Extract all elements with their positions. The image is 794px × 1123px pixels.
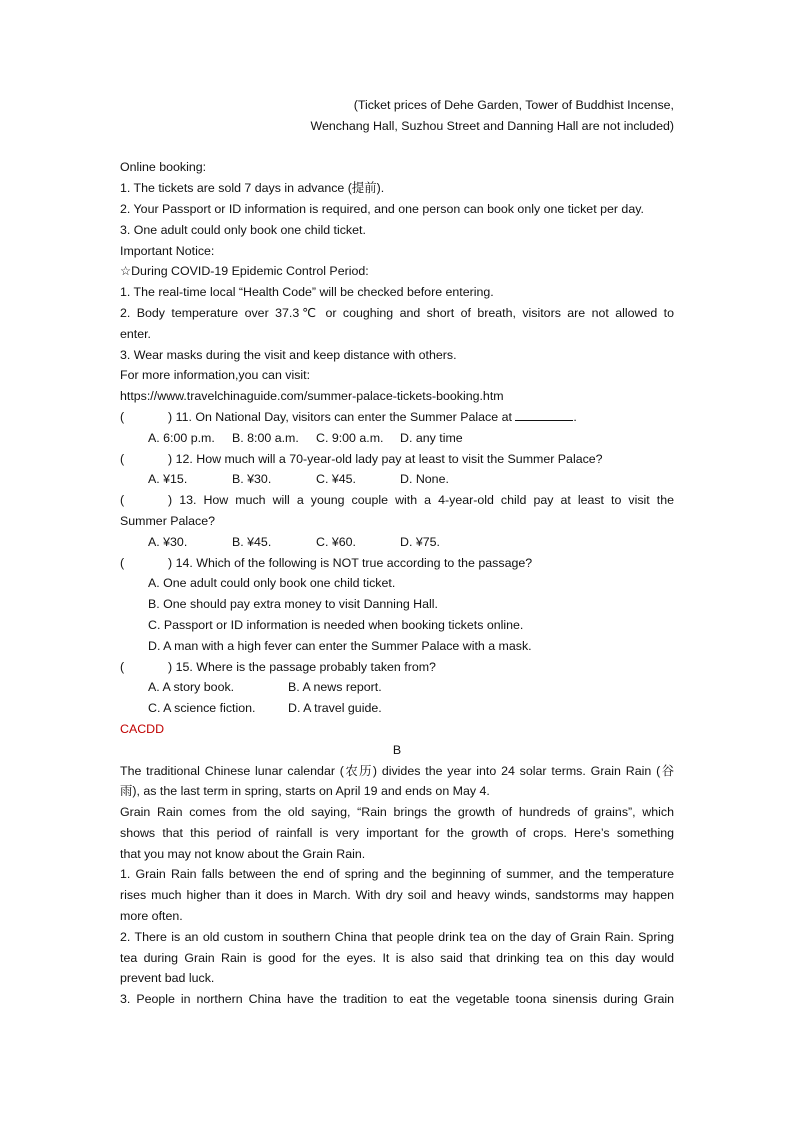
more-info-label: For more information,you can visit: <box>120 368 311 383</box>
question-15-text: 15. Where is the passage probably taken from? <box>175 659 436 674</box>
answer-paren: ( <box>120 493 125 508</box>
answer-paren: ( <box>120 555 125 570</box>
question-11-options <box>120 428 674 449</box>
section-b-line-1: The traditional Chinese lunar calendar (农历) divides the year into 24 solar terms. Grain Rain (谷 <box>120 763 674 778</box>
question-14-option-c: C. Passport or ID information is needed when booking tickets online. <box>148 617 524 632</box>
notice-item-1: 1. The real-time local “Health Code” will be checked before entering. <box>120 285 494 300</box>
section-b-line-8: more often. <box>120 909 183 924</box>
section-b-line-11: prevent bad luck. <box>120 971 215 986</box>
question-14-option-b: B. One should pay extra money to visit Danning Hall. <box>148 597 438 612</box>
option-c: C. ¥60. <box>316 534 356 549</box>
option-d: D. A travel guide. <box>288 701 382 716</box>
section-b-line-4: shows that this period of rainfall is very important for the growth of crops. Here’s something <box>120 825 674 840</box>
option-b: B. ¥30. <box>232 472 272 487</box>
booking-item-1: 1. The tickets are sold 7 days in advance (提前). <box>120 181 385 196</box>
question-14-option-d: D. A man with a high fever can enter the Summer Palace with a mask. <box>148 638 532 653</box>
section-b-line-7: rises much higher than it does in March. With dry soil and heavy winds, sandstorms may happen <box>120 888 674 903</box>
answer-blank <box>515 408 573 421</box>
notice-item-2-line-1: 2. Body temperature over 37.3℃ or coughing and short of breath, visitors are not allowed to <box>120 305 674 320</box>
notice-title: Important Notice: <box>120 243 215 258</box>
question-12: ( ) 12. How much will a 70-year-old lady pay at least to visit the Summer Palace? <box>120 449 674 470</box>
booking-item-3: 3. One adult could only book one child ticket. <box>120 222 366 237</box>
answer-key: CACDD <box>120 721 165 736</box>
option-b: B. A news report. <box>288 680 382 695</box>
question-13: ( ) 13. How much will a young couple with a 4-year-old child pay at least to visit the <box>120 490 674 511</box>
notice-period: ☆During COVID-19 Epidemic Control Period: <box>120 264 369 279</box>
section-b-label: B <box>392 742 402 757</box>
option-b: B. 8:00 a.m. <box>232 430 299 445</box>
option-a: A. ¥15. <box>148 472 188 487</box>
question-13-text-line-2: Summer Palace? <box>120 513 216 528</box>
question-15: ( ) 15. Where is the passage probably taken from? <box>120 657 674 678</box>
spacer <box>120 137 674 158</box>
section-b-line-6: 1. Grain Rain falls between the end of spring and the beginning of summer, and the temperature <box>120 867 674 882</box>
booking-item-2: 2. Your Passport or ID information is required, and one person can book only one ticket per day. <box>120 201 644 216</box>
option-a: A. 6:00 p.m. <box>148 430 215 445</box>
notice-item-2-line-2: enter. <box>120 326 152 341</box>
section-b-line-2: 雨), as the last term in spring, starts on April 19 and ends on May 4. <box>120 784 490 799</box>
notice-item-3: 3. Wear masks during the visit and keep distance with others. <box>120 347 457 362</box>
option-c: C. ¥45. <box>316 472 356 487</box>
section-b-line-10: tea during Grain Rain is good for the eyes. It is also said that drinking tea on this day would <box>120 950 674 965</box>
ticket-note-line-1: (Ticket prices of Dehe Garden, Tower of Buddhist Incense, <box>353 98 674 112</box>
ticket-note-line-2: Wenchang Hall, Suzhou Street and Danning Hall are not included) <box>310 118 674 133</box>
question-12-options <box>120 469 674 490</box>
option-d: D. ¥75. <box>400 534 440 549</box>
option-a: A. ¥30. <box>148 534 188 549</box>
question-14: ( ) 14. Which of the following is NOT true according to the passage? <box>120 553 674 574</box>
question-14-text: 14. Which of the following is NOT true according to the passage? <box>175 555 533 570</box>
section-b-line-5: that you may not know about the Grain Rain. <box>120 846 366 861</box>
option-c: C. A science fiction. <box>148 701 256 716</box>
option-c: C. 9:00 a.m. <box>316 430 384 445</box>
document-content <box>120 95 674 1010</box>
question-11: ( ) 11. On National Day, visitors can enter the Summer Palace at . <box>120 407 674 428</box>
answer-paren: ( <box>120 451 125 466</box>
option-a: A. A story book. <box>148 680 235 695</box>
booking-title: Online booking: <box>120 160 207 175</box>
section-b-line-12: 3. People in northern China have the tradition to eat the vegetable toona sinensis during Grain <box>120 992 674 1007</box>
section-b-line-3: Grain Rain comes from the old saying, “Rain brings the growth of hundreds of grains”, which <box>120 805 674 820</box>
option-d: D. None. <box>400 472 449 487</box>
question-13-text-line-1: 13. How much will a young couple with a 4-year-old child pay at least to visit the <box>179 493 674 508</box>
question-12-text: 12. How much will a 70-year-old lady pay at least to visit the Summer Palace? <box>175 451 603 466</box>
question-13-options <box>120 532 674 553</box>
info-url: https://www.travelchinaguide.com/summer-palace-tickets-booking.htm <box>120 389 504 404</box>
question-15-options-row-1 <box>120 677 674 698</box>
question-11-text: 11. On National Day, visitors can enter the Summer Palace at <box>175 409 512 424</box>
section-b-line-9: 2. There is an old custom in southern China that people drink tea on the day of Grain Rain. Spring <box>120 929 674 944</box>
option-b: B. ¥45. <box>232 534 272 549</box>
answer-paren: ( <box>120 409 125 424</box>
question-15-options-row-2 <box>120 698 674 719</box>
question-14-option-a: A. One adult could only book one child ticket. <box>148 576 396 591</box>
option-d: D. any time <box>400 430 463 445</box>
answer-paren: ( <box>120 659 125 674</box>
